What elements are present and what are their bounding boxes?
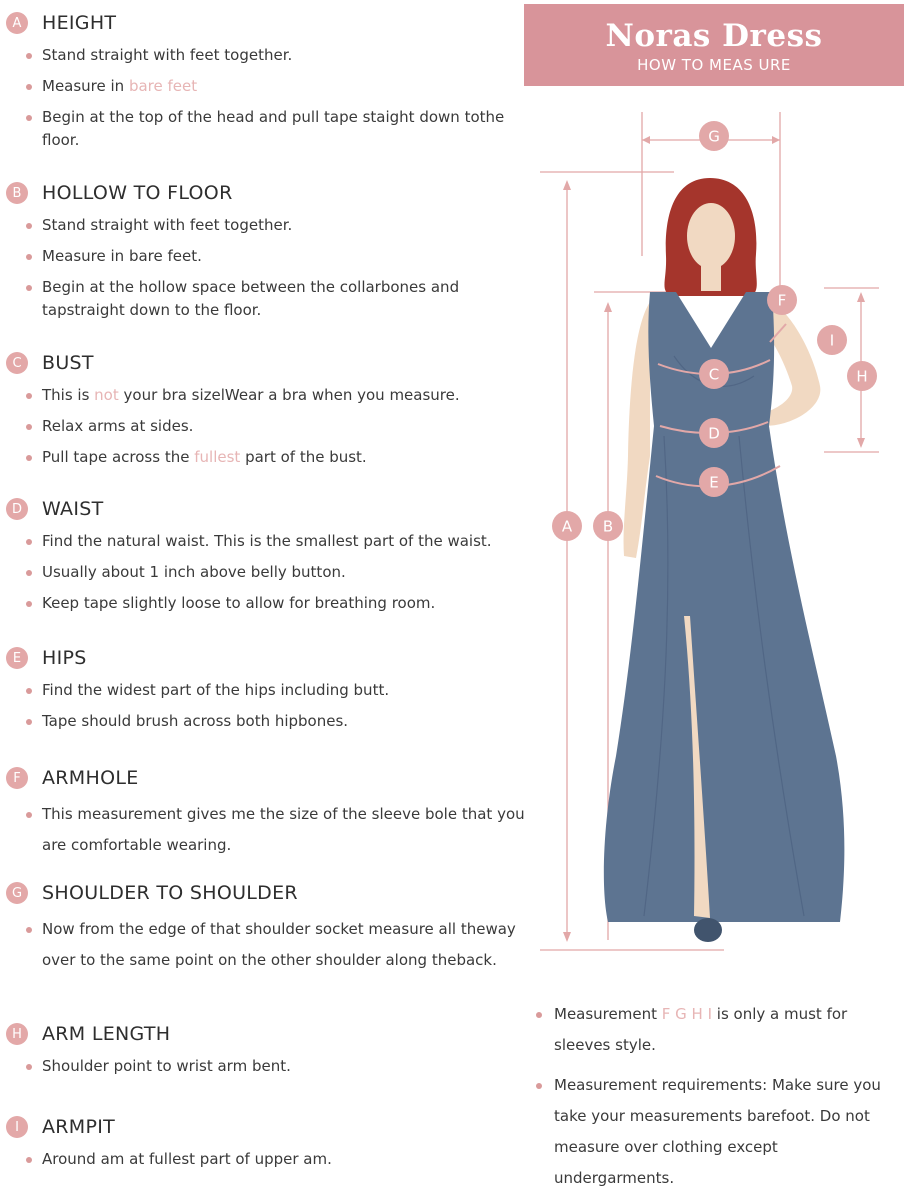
mark-F-label: F [777, 291, 787, 310]
mark-G [699, 121, 729, 151]
note-item [524, 999, 894, 1061]
bullet-item [6, 592, 538, 615]
mark-C-label: C [708, 365, 720, 384]
section-hips [6, 645, 538, 733]
brand-banner [524, 4, 904, 86]
bullet-text: Keep tape slightly loose to allow for breathing room. [42, 594, 436, 612]
sleeve-notes [524, 990, 894, 1194]
bullet-text: This measurement gives me the size of the sleeve bole that you are comfortable wearing. [42, 805, 525, 854]
mark-D [699, 418, 729, 448]
bullet-item [6, 106, 538, 152]
mark-B [593, 511, 623, 541]
bullet-text: Tape should brush across both hipbones. [42, 712, 349, 730]
bullet-text: Measurement requirements: Make sure you take your measurements barefoot. Do not measure over clothing except undergarments. [554, 1076, 881, 1187]
section-letter-badge: D [6, 498, 28, 520]
bullet-item [6, 214, 538, 237]
section-bullets [6, 214, 538, 322]
section-shoulder-to-shoulder [6, 880, 538, 976]
section-header [6, 180, 538, 206]
section-armhole [6, 765, 538, 861]
bullet-item [6, 710, 538, 733]
section-hollow-to-floor [6, 180, 538, 322]
section-bullets [6, 384, 538, 469]
bullet-text: Pull tape across the [42, 448, 195, 466]
section-letter-badge: A [6, 12, 28, 34]
mark-H [847, 361, 877, 391]
section-armpit [6, 1114, 538, 1171]
section-header [6, 10, 538, 36]
bullet-text: Shoulder point to wrist arm bent. [42, 1057, 291, 1075]
highlighted-text: not [94, 386, 119, 404]
section-header [6, 645, 538, 671]
bullet-item [6, 446, 538, 469]
bullet-text: Begin at the hollow space between the collarbones and tapstraight down to the floor. [42, 278, 460, 319]
bullet-text: Relax arms at sides. [42, 417, 194, 435]
mark-A-label: A [561, 517, 573, 536]
section-header [6, 765, 538, 791]
note-item [524, 1070, 894, 1194]
section-bullets [6, 530, 538, 615]
bullet-item [6, 679, 538, 702]
mark-D-label: D [708, 424, 720, 443]
bullet-item [6, 245, 538, 268]
section-title: HIPS [42, 647, 87, 669]
bullet-text: Usually about 1 inch above belly button. [42, 563, 346, 581]
section-bust [6, 350, 538, 469]
highlighted-text: fullest [194, 448, 241, 466]
mark-B-label: B [602, 517, 614, 536]
mark-E-label: E [709, 473, 719, 492]
bullet-text: Find the widest part of the hips including butt. [42, 681, 390, 699]
highlighted-text: bare feet [128, 77, 198, 95]
section-bullets [6, 679, 538, 733]
highlighted-text: F G H I [661, 1005, 713, 1023]
bullet-text: Measurement [554, 1005, 662, 1023]
bullet-text: Measure in bare feet. [42, 247, 202, 265]
bullet-text: Begin at the top of the head and pull tape staight down tothe floor. [42, 108, 505, 149]
section-title: SHOULDER TO SHOULDER [42, 882, 298, 904]
bullet-item [6, 415, 538, 438]
bullet-item [6, 384, 538, 407]
section-letter-badge: F [6, 767, 28, 789]
section-letter-badge: G [6, 882, 28, 904]
bullet-item [6, 75, 538, 98]
section-bullets [6, 1148, 538, 1171]
bullet-text: Now from the edge of that shoulder socket measure all theway over to the same point on the other shoulder along theback. [42, 920, 516, 969]
section-bullets [6, 799, 538, 861]
section-bullets [6, 914, 538, 976]
section-letter-badge: I [6, 1116, 28, 1138]
mark-E [699, 467, 729, 497]
mark-I [817, 325, 847, 355]
section-header [6, 1021, 538, 1047]
section-title: HEIGHT [42, 12, 117, 34]
bullet-text: This is [42, 386, 95, 404]
bullet-text: is only a must for sleeves style. [554, 1005, 848, 1054]
section-header [6, 496, 538, 522]
mark-A [552, 511, 582, 541]
section-header [6, 1114, 538, 1140]
notes-list [524, 999, 894, 1194]
bullet-item [6, 914, 538, 976]
section-letter-badge: H [6, 1023, 28, 1045]
bullet-text: your bra sizelWear a bra when you measure. [118, 386, 460, 404]
mark-C [699, 359, 729, 389]
bullet-text: Measure in [42, 77, 129, 95]
bullet-item [6, 1055, 538, 1078]
bullet-item [6, 44, 538, 67]
brand-subtitle: HOW TO MEAS URE [637, 56, 791, 74]
dress-figure-illustration [524, 96, 904, 966]
section-title: HOLLOW TO FLOOR [42, 182, 233, 204]
bullet-item [6, 561, 538, 584]
bullet-item [6, 530, 538, 553]
section-title: BUST [42, 352, 94, 374]
section-title: ARMPIT [42, 1116, 116, 1138]
mark-H-label: H [856, 367, 868, 386]
bullet-item [6, 276, 538, 322]
bullet-text: Stand straight with feet together. [42, 216, 293, 234]
mark-I-label: I [829, 331, 835, 350]
bullet-item [6, 799, 538, 861]
bullet-text: part of the bust. [240, 448, 367, 466]
section-bullets [6, 44, 538, 152]
section-arm-length [6, 1021, 538, 1078]
brand-name: Noras Dress [605, 18, 823, 54]
bullet-text: Stand straight with feet together. [42, 46, 293, 64]
section-header [6, 880, 538, 906]
section-bullets [6, 1055, 538, 1078]
section-title: ARMHOLE [42, 767, 139, 789]
bullet-item [6, 1148, 538, 1171]
section-height [6, 10, 538, 152]
section-letter-badge: E [6, 647, 28, 669]
mark-G-label: G [708, 127, 720, 146]
section-title: WAIST [42, 498, 104, 520]
mark-F [767, 285, 797, 315]
section-letter-badge: B [6, 182, 28, 204]
section-waist [6, 496, 538, 615]
bullet-text: Around am at fullest part of upper am. [42, 1150, 332, 1168]
section-letter-badge: C [6, 352, 28, 374]
bullet-text: Find the natural waist. This is the smallest part of the waist. [42, 532, 492, 550]
section-header [6, 350, 538, 376]
section-title: ARM LENGTH [42, 1023, 171, 1045]
